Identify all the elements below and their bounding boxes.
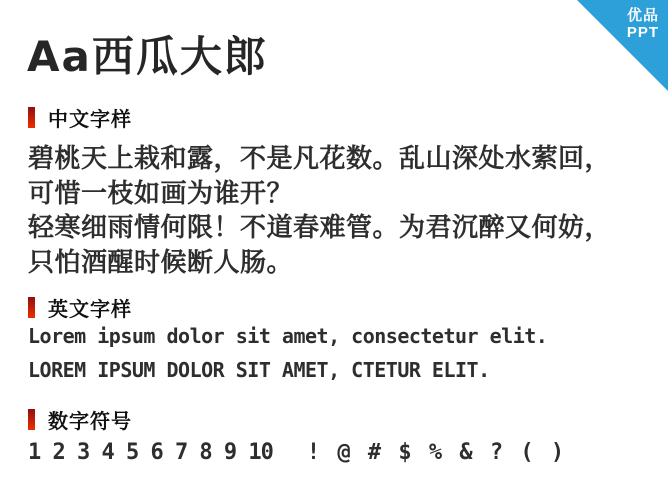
english-sample-line-lowercase: Lorem ipsum dolor sit amet, consectetur elit. [28,324,548,348]
section-heading-english-label: 英文字样 [48,299,132,321]
symbols-sample: ! @ # $ % & ? ( ) [306,440,567,465]
chinese-sample-line: 可惜一枝如画为谁开？ [28,177,294,208]
chinese-sample-block [28,141,648,279]
accent-bar-icon [28,107,35,128]
english-sample-line-uppercase: LOREM IPSUM DOLOR SIT AMET, CTETUR ELIT. [28,358,490,382]
chinese-sample-line: 轻寒细雨情何限！不道春难管。为君沉醉又何妨， [28,212,612,242]
font-name-title: Aa西瓜大郎 [27,32,268,81]
digits-sample: 1 2 3 4 5 6 7 8 9 10 [28,440,273,465]
brand-logo-line2: PPT [626,24,659,41]
section-heading-chinese [28,103,132,132]
section-heading-english [28,293,132,322]
brand-logo-line1: 优品 [626,7,659,24]
accent-bar-icon [28,409,35,430]
english-sample-block [28,319,648,387]
section-heading-numbers-label: 数字符号 [48,411,132,433]
chinese-sample-line: 碧桃天上栽和露，不是凡花数。乱山深处水萦回， [28,143,612,173]
numbers-sample-block [28,440,566,465]
brand-logo-text [627,7,659,41]
accent-bar-icon [28,297,35,318]
chinese-sample-line: 只怕酒醒时候断人肠。 [28,246,294,277]
section-heading-chinese-label: 中文字样 [48,109,132,131]
section-heading-numbers [28,405,132,434]
